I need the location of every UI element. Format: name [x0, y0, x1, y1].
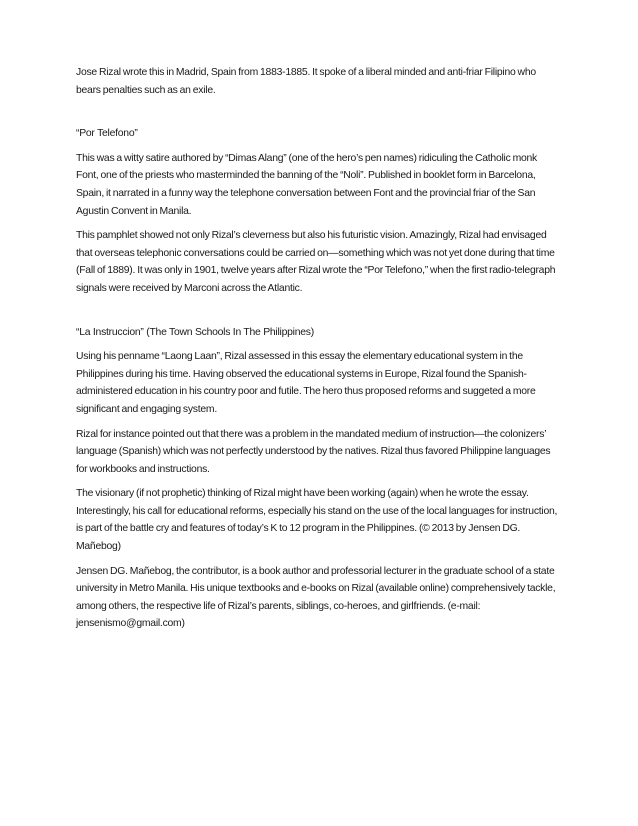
section-heading-la-instruccion: “La Instruccion” (The Town Schools In The Philippines) — [76, 326, 314, 338]
contributor-paragraph: Jensen DG. Mañebog, the contributor, is a book author and professorial lecturer in the graduate school of a state university in Metro Manila. His unique textbooks and e-books on Rizal (available online) comprehensively tackle, among others, the respective life of Rizal’s parents, siblings, co-heroes, and girlfriends. (e-mail: jensenismo@gmail.com) — [76, 565, 556, 630]
document-page — [76, 64, 560, 633]
la-instruccion-paragraph-3: The visionary (if not prophetic) thinking of Rizal might have been working (again) when he wrote the essay. Interestingly, his call for educational reforms, especially his stand on the use of the local languages for instruction, is part of the battle cry and features of today’s K to 12 program in the Philippines. (© 2013 by Jensen DG. Mañebog) — [76, 488, 558, 553]
section-heading-por-telefono: “Por Telefono” — [76, 128, 138, 140]
la-instruccion-paragraph-1: Using his penname “Laong Laan”, Rizal assessed in this essay the elementary educational system in the Philippines during his time. Having observed the educational systems in Europe, Rizal found the Spanish-administered education in his country poor and futile. The hero thus proposed reforms and suggeted a more significant and engaging system. — [76, 351, 536, 415]
intro-paragraph: Jose Rizal wrote this in Madrid, Spain from 1883-1885. It spoke of a liberal minded and anti-friar Filipino who bears penalties such as an exile. — [76, 67, 536, 96]
por-telefono-paragraph-1: This was a witty satire authored by “Dimas Alang” (one of the hero’s pen names) ridiculing the Catholic monk Font, one of the priests who masterminded the banning of the “Noli”. Published in booklet form in Barcelona, Spain, it narrated in a funny way the telephone conversation between Font and the provincial friar of the San Agustin Convent in Manila. — [76, 152, 537, 217]
la-instruccion-paragraph-2: Rizal for instance pointed out that there was a problem in the mandated medium of instruction—the colonizers’ language (Spanish) which was not perfectly understood by the natives. Rizal thus favored Philippine languages for workbooks and instructions. — [76, 428, 551, 475]
por-telefono-paragraph-2: This pamphlet showed not only Rizal’s cleverness but also his futuristic vision. Amazingly, Rizal had envisaged that overseas telephonic conversations could be carried on—something which was not yet done during that time (Fall of 1889). It was only in 1901, twelve years after Rizal wrote the “Por Telefono,” when the first radio-telegraph signals were received by Marconi across the Atlantic. — [76, 230, 556, 294]
